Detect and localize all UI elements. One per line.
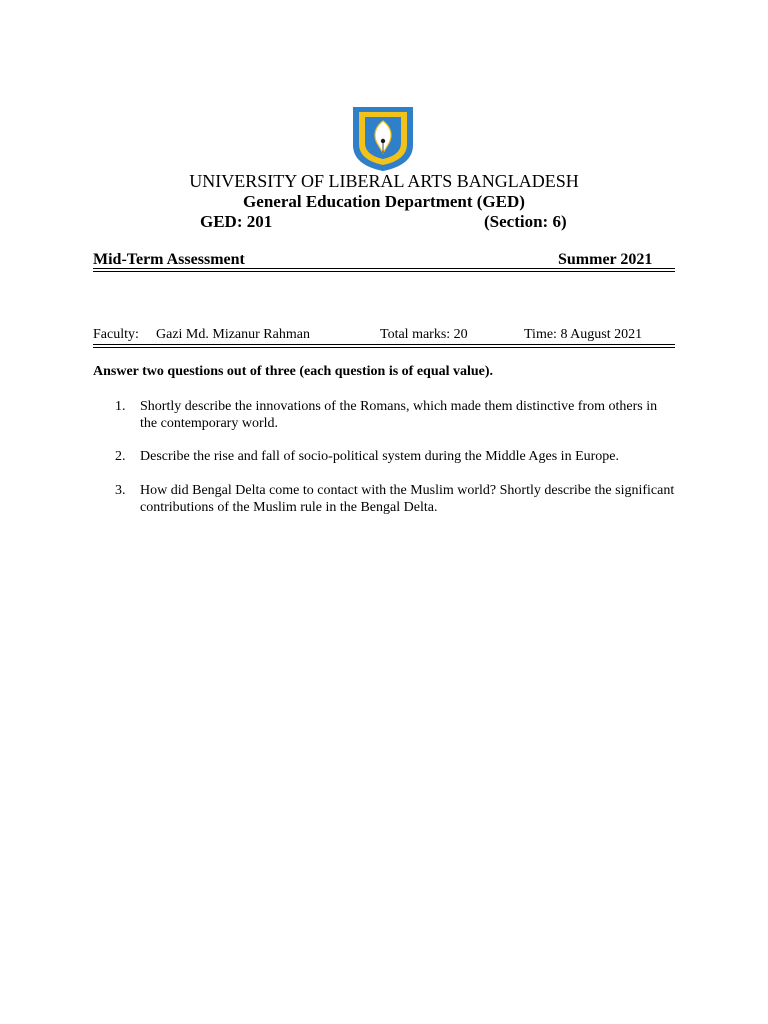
university-name: UNIVERSITY OF LIBERAL ARTS BANGLADESH bbox=[189, 171, 579, 191]
divider-info-double bbox=[93, 347, 675, 348]
exam-time: Time: 8 August 2021 bbox=[524, 327, 643, 342]
assessment-term: Summer 2021 bbox=[558, 251, 653, 268]
faculty-name: Gazi Md. Mizanur Rahman bbox=[156, 327, 310, 342]
divider-top bbox=[93, 268, 675, 269]
assessment-title: Mid-Term Assessment bbox=[93, 251, 245, 268]
question-item bbox=[115, 482, 675, 516]
instructions: Answer two questions out of three (each question is of equal value). bbox=[93, 364, 494, 379]
divider-top-double bbox=[93, 271, 675, 272]
question-number: 3. bbox=[115, 483, 126, 498]
department-name: General Education Department (GED) bbox=[243, 192, 525, 211]
divider-info bbox=[93, 344, 675, 345]
pen-nib-shield-icon bbox=[351, 105, 415, 173]
section-number: (Section: 6) bbox=[484, 212, 567, 231]
question-number: 1. bbox=[115, 399, 126, 414]
question-text: Describe the rise and fall of socio-political system during the Middle Ages in Europe. bbox=[140, 449, 619, 464]
question-item bbox=[115, 448, 675, 465]
total-marks: Total marks: 20 bbox=[380, 327, 468, 342]
faculty-label: Faculty: bbox=[93, 327, 139, 342]
course-code: GED: 201 bbox=[200, 212, 273, 231]
university-logo bbox=[351, 105, 415, 173]
question-text: Shortly describe the innovations of the Romans, which made them distinctive from others in the contemporary world. bbox=[140, 399, 658, 431]
question-number: 2. bbox=[115, 449, 126, 464]
question-text: How did Bengal Delta come to contact with the Muslim world? Shortly describe the significant contributions of the Muslim rule in the Bengal Delta. bbox=[140, 483, 675, 515]
question-item bbox=[115, 398, 675, 432]
